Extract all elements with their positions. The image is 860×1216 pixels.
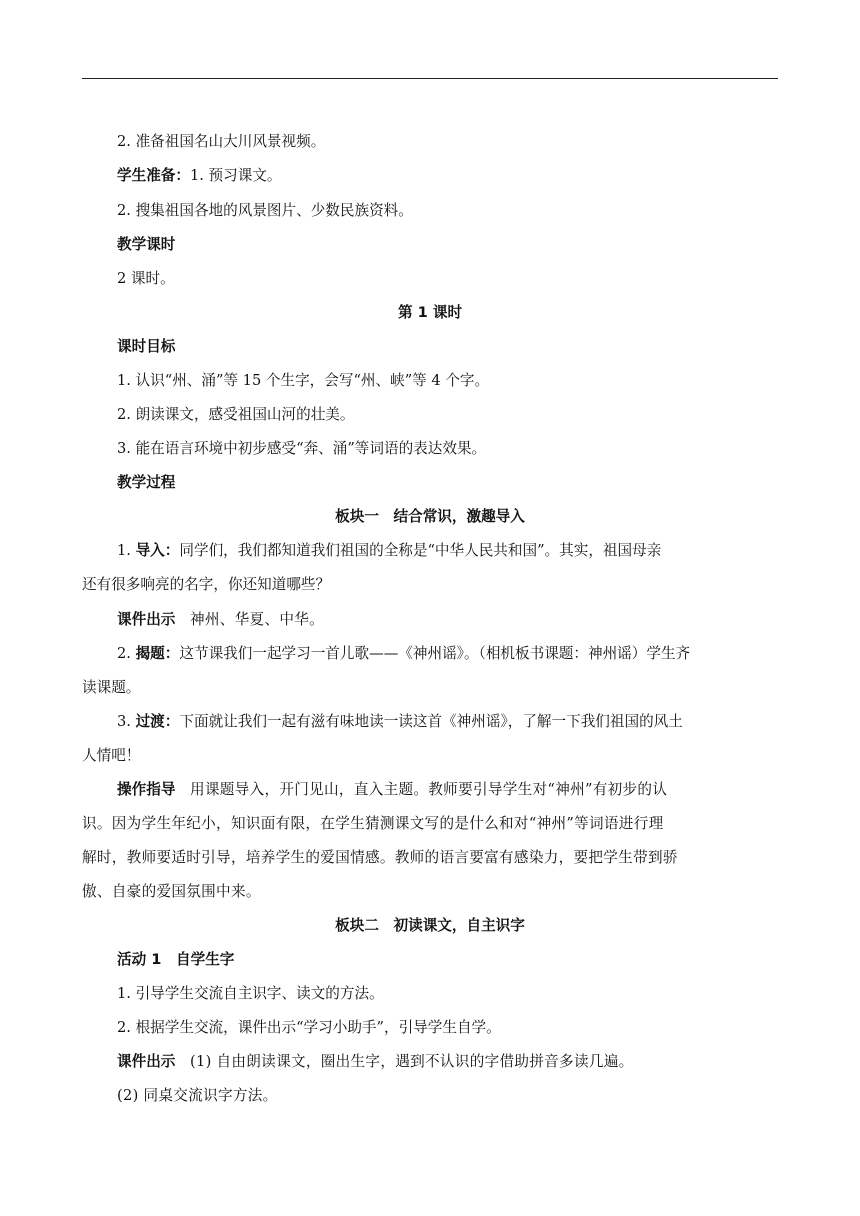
item-number: 3. xyxy=(117,713,136,730)
student-prep-item: 2. 搜集祖国各地的风景图片、少数民族资料。 xyxy=(117,202,413,219)
paragraph-text: 人情吧！ xyxy=(82,747,141,764)
paragraph xyxy=(117,710,683,731)
intro-label: 导入： xyxy=(135,542,180,559)
student-prep-line xyxy=(117,164,282,185)
courseware-text: 神州、华夏、中华。 xyxy=(189,611,325,628)
paragraph-text: 同学们，我们都知道我们祖国的全称是“中华人民共和国”。其实，祖国母亲 xyxy=(179,542,662,559)
guide-text: 用课题导入，开门见山，直入主题。教师要引导学生对“神州”有初步的认 xyxy=(189,781,668,798)
activity-item: 2. 根据学生交流，课件出示“学习小助手”，引导学生自学。 xyxy=(117,1019,501,1036)
item-number: 1. xyxy=(117,542,136,559)
paragraph-text: 下面就让我们一起有滋有味地读一读这首《神州谣》，了解一下我们祖国的风土 xyxy=(179,713,683,730)
paragraph-text: 读课题。 xyxy=(82,679,141,696)
section-heading: 课时目标 xyxy=(117,338,176,355)
courseware-label: 课件出示 xyxy=(117,1053,176,1070)
item-number: 2. xyxy=(117,645,136,662)
paragraph: 2 课时。 xyxy=(117,270,175,287)
student-prep-label: 学生准备： xyxy=(117,167,190,184)
courseware-text: (2) 同桌交流识字方法。 xyxy=(117,1087,278,1104)
courseware-label: 课件出示 xyxy=(117,611,176,628)
paragraph: 2. 准备祖国名山大川风景视频。 xyxy=(117,133,326,150)
guide-label: 操作指导 xyxy=(117,781,176,798)
section-heading: 教学过程 xyxy=(117,474,176,491)
block-title: 板块二 初读课文，自主识字 xyxy=(335,917,525,934)
courseware-line xyxy=(117,1050,634,1071)
activity-item: 1. 引导学生交流自主识字、读文的方法。 xyxy=(117,985,384,1002)
courseware-text: (1) 自由朗读课文，圈出生字，遇到不认识的字借助拼音多读几遍。 xyxy=(189,1053,634,1070)
goal-item: 1. 认识“州、涌”等 15 个生字，会写“州、峡”等 4 个字。 xyxy=(117,372,490,389)
paragraph xyxy=(117,642,690,663)
reveal-label: 揭题： xyxy=(135,645,180,662)
paragraph xyxy=(117,539,661,560)
guide-paragraph xyxy=(117,778,667,799)
section-heading: 教学课时 xyxy=(117,236,176,253)
goal-item: 3. 能在语言环境中初步感受“奔、涌”等词语的表达效果。 xyxy=(117,440,487,457)
guide-text: 解时，教师要适时引导，培养学生的爱国情感。教师的语言要富有感染力，要把学生带到骄 xyxy=(82,849,678,866)
transition-label: 过渡： xyxy=(135,713,180,730)
guide-text: 识。因为学生年纪小，知识面有限，在学生猜测课文写的是什么和对“神州”等词语进行理 xyxy=(82,815,664,832)
lesson-title: 第 1 课时 xyxy=(397,304,463,321)
activity-heading: 活动 1 自学生字 xyxy=(117,951,235,968)
courseware-line xyxy=(117,608,324,629)
header-rule xyxy=(82,78,778,79)
student-prep-item: 1. 预习课文。 xyxy=(189,167,282,184)
paragraph-text: 还有很多响亮的名字，你还知道哪些？ xyxy=(82,576,331,593)
guide-text: 傲、自豪的爱国氛围中来。 xyxy=(82,883,261,900)
paragraph-text: 这节课我们一起学习一首儿歌——《神州谣》。（相机板书课题：神州谣）学生齐 xyxy=(179,645,691,662)
goal-item: 2. 朗读课文，感受祖国山河的壮美。 xyxy=(117,406,355,423)
block-title: 板块一 结合常识，激趣导入 xyxy=(335,508,525,525)
